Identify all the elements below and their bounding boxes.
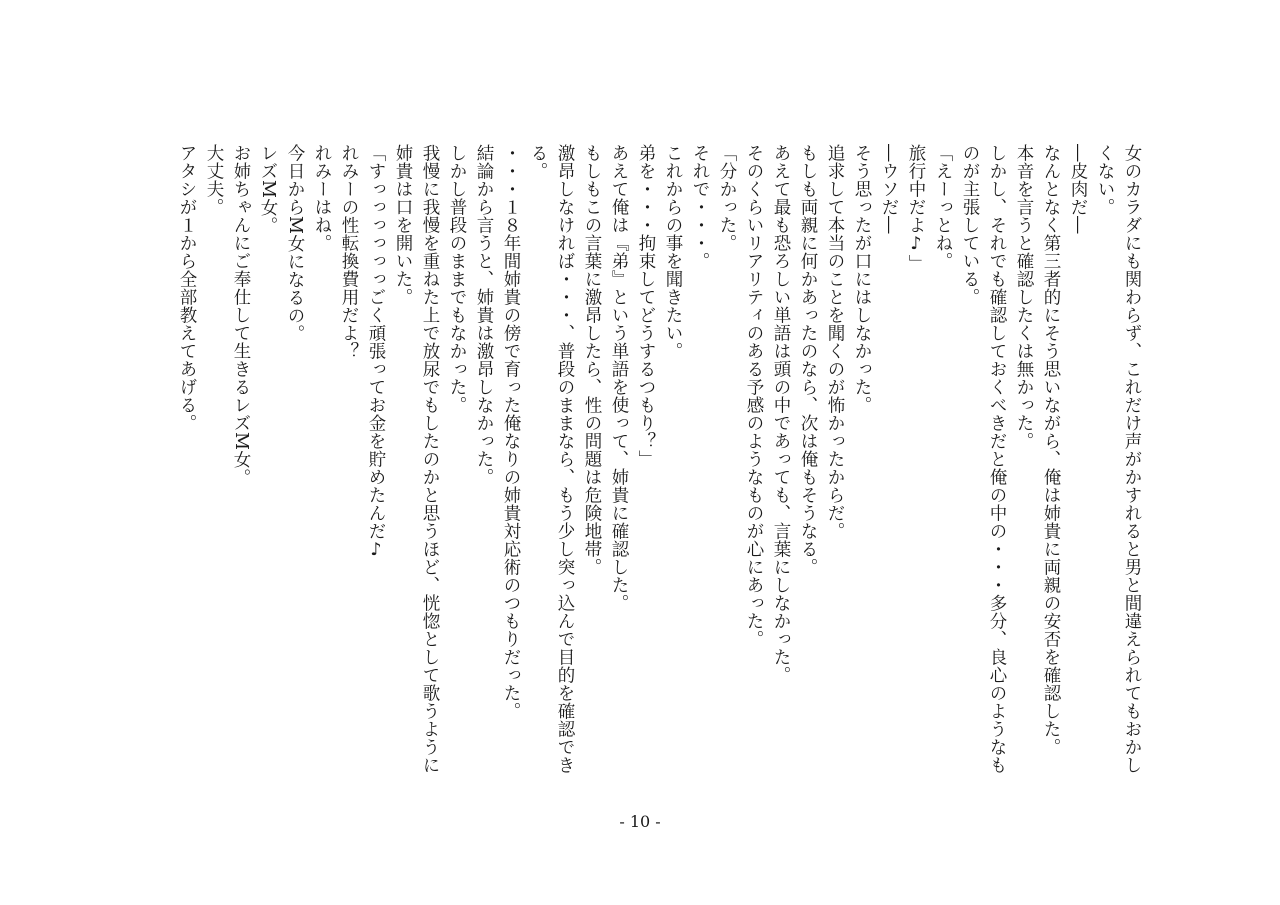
text-line: あえて最も恐ろしい単語は頭の中であっても、言葉にしなかった。 bbox=[771, 144, 791, 684]
text-line: お姉ちゃんにご奉仕して生きるレズM女。 bbox=[231, 144, 251, 487]
text-line: 旅行中だよ♪」 bbox=[906, 144, 926, 273]
text-line: 激昂しなければ・・・、普段のままなら、もう少し突っ込んで目的を確認できる。 bbox=[528, 144, 575, 774]
text-line: もしもこの言葉に激昂したら、性の問題は危険地帯。 bbox=[582, 144, 602, 576]
text-line: そう思ったが口にはしなかった。 bbox=[852, 144, 872, 414]
text-line: 大丈夫。 bbox=[204, 144, 224, 216]
text-line: 「分かった。 bbox=[717, 144, 737, 252]
text-line: アタシが１から全部教えてあげる。 bbox=[177, 144, 197, 432]
text-line: ―ウソだ― bbox=[879, 144, 899, 234]
vertical-body-text bbox=[173, 144, 1145, 784]
text-line: なんとなく第三者的にそう思いながら、俺は姉貴に両親の安否を確認した。 bbox=[1041, 144, 1061, 756]
page-number: - 10 - bbox=[619, 812, 661, 831]
text-line: 弟を・・・拘束してどうするつもり？」 bbox=[636, 144, 656, 468]
text-line: 結論から言うと、姉貴は激昂しなかった。 bbox=[474, 144, 494, 486]
text-line: もしも両親に何かあったのなら、次は俺もそうなる。 bbox=[798, 144, 818, 576]
text-line: ・・・１８年間姉貴の傍で育った俺なりの姉貴対応術のつもりだった。 bbox=[501, 144, 521, 720]
text-line: 女のカラダにも関わらず、これだけ声がかすれると男と間違えられてもおかしくない。 bbox=[1095, 144, 1142, 774]
text-line: しかし普段のままでもなかった。 bbox=[447, 144, 467, 414]
text-line: そのくらいリアリティのある予感のようなものが心にあった。 bbox=[744, 144, 764, 648]
text-line: 本音を言うと確認したくは無かった。 bbox=[1014, 144, 1034, 450]
text-line: それで・・・。 bbox=[690, 144, 710, 270]
text-line: これからの事を聞きたい。 bbox=[663, 144, 683, 360]
text-line: れみーの性転換費用だよ？ bbox=[339, 144, 359, 360]
text-line: 我慢に我慢を重ねた上で放尿でもしたのかと思うほど、恍惚として歌うように姉貴は口を開いた。 bbox=[393, 144, 440, 774]
text-line: 追求して本当のことを聞くのが怖かったからだ。 bbox=[825, 144, 845, 540]
text-line: 「すっっっっっっごく頑張ってお金を貯めたんだ♪ bbox=[366, 144, 386, 561]
text-line: しかし、それでも確認しておくべきだと俺の中の・・・多分、良心のようなものが主張している。 bbox=[960, 144, 1007, 774]
text-line: あえて俺は『弟』という単語を使って、姉貴に確認した。 bbox=[609, 144, 629, 612]
text-line: れみーはね。 bbox=[312, 144, 332, 252]
text-line: 今日からM女になるの。 bbox=[285, 144, 305, 343]
text-line: レズM女。 bbox=[258, 144, 278, 235]
text-line: 「えーっとね。 bbox=[933, 144, 953, 270]
text-line: ―皮肉だ― bbox=[1068, 144, 1088, 234]
